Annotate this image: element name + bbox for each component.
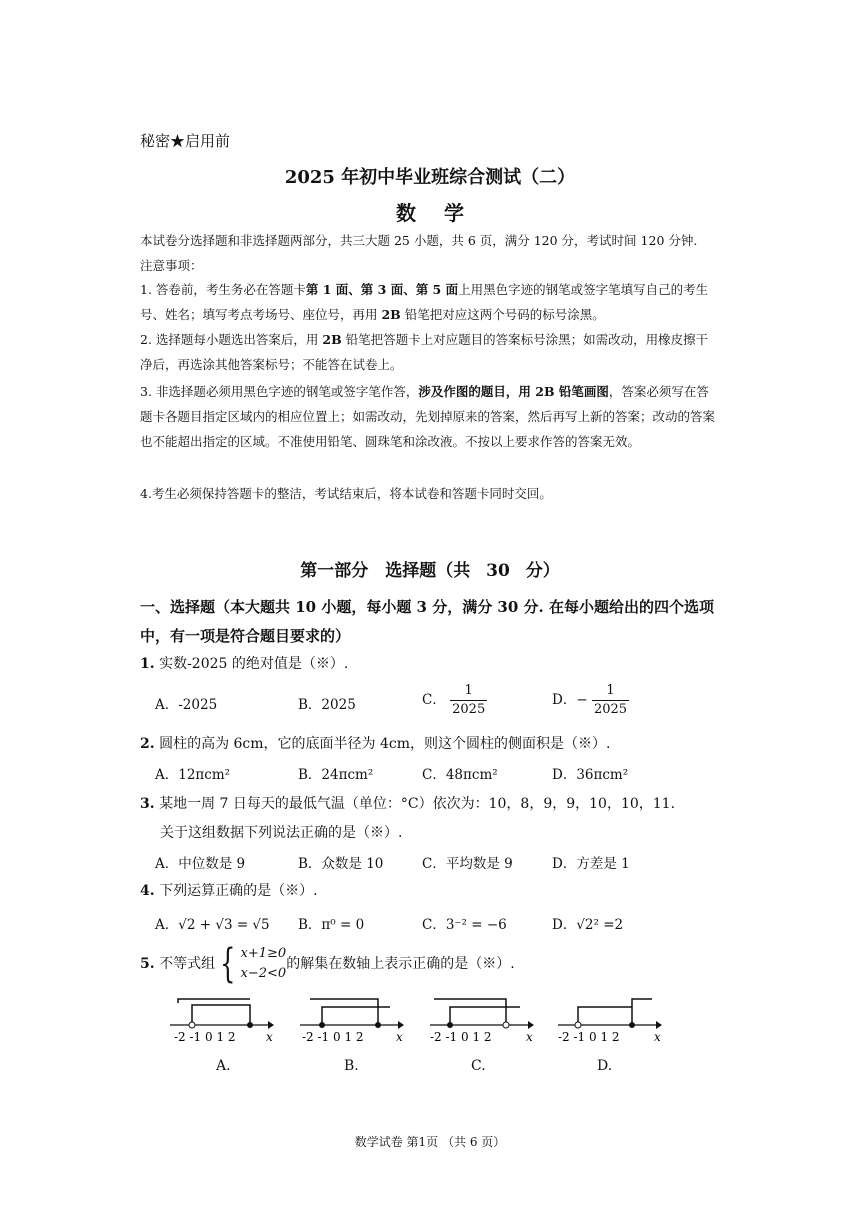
q5-label-c: C. [471, 1058, 486, 1074]
system-brace: { [220, 941, 236, 987]
q4-c-expression: 3⁻² = −6 [445, 917, 507, 933]
q5-label-a: A. [216, 1058, 231, 1074]
q1-option-a: A．-2025 [155, 697, 218, 713]
q3-option-b: B．众数是 10 [298, 856, 384, 872]
inequality-system: x+1≥0 x−2<0 [240, 946, 287, 981]
intro-line: 本试卷分选择题和非选择题两部分，共三大题 25 小题，共 6 页，满分 120 分，考试时间 120 分钟. [140, 233, 698, 248]
number-line-d [548, 995, 688, 1045]
number-line-b [290, 995, 430, 1045]
svg-text:-2 -1 0 1 2: -2 -1 0 1 2 [174, 1030, 236, 1044]
part-title: 第一部分 选择题（共 30 分） [300, 561, 560, 581]
number-line-c [420, 995, 560, 1045]
svg-text:x: x [266, 1030, 273, 1044]
exam-title: 2025 年初中毕业班综合测试（二） [284, 167, 576, 188]
q3-option-d: D．方差是 1 [552, 856, 630, 872]
q2-option-b: B．24πcm² [298, 767, 374, 783]
svg-text:-2 -1 0 1 2: -2 -1 0 1 2 [302, 1030, 364, 1044]
q4-d-expression: √2² =2 [576, 917, 624, 933]
q4-option-a: A．√2 + √3 = √5 [155, 917, 270, 933]
svg-text:x: x [526, 1030, 533, 1044]
page-footer: 数学试卷 第1页 （共 6 页） [354, 1135, 506, 1149]
q2-option-c: C．48πcm² [422, 767, 498, 783]
svg-text:x: x [396, 1030, 403, 1044]
notice-1: 1. 答卷前，考生务必在答题卡第 1 面、第 3 面、第 5 面上用黑色字迹的钢笔或签字笔填写自己的考生号、姓名；填写考点考场号、座位号，再用 2B 铅笔把对应这两个号码的标号涂黑。 [140, 282, 709, 322]
notice-2: 2. 选择题每小题选出答案后，用 2B 铅笔把答题卡上对应题目的答案标号涂黑；如需改动，用橡皮擦干净后，再选涂其他答案标号；不能答在试卷上。 [140, 332, 709, 372]
notice-heading: 注意事项： [140, 258, 203, 273]
section-heading: 一、选择题（本大题共 10 小题，每小题 3 分，满分 30 分. 在每小题给出的四个选项中，有一项是符合题目要求的） [140, 598, 714, 645]
q5-label-b: B. [344, 1058, 359, 1074]
q4-a-expression: √2 + √3 = √5 [178, 917, 270, 933]
q2-option-a: A．12πcm² [155, 767, 231, 783]
q4-option-c: C．3⁻² = −6 [422, 917, 507, 933]
confidential-label: 秘密★启用前 [140, 132, 231, 150]
number-line-a [160, 995, 300, 1045]
q1-option-b: B．2025 [298, 697, 356, 713]
notice-4: 4.考生必须保持答题卡的整洁，考试结束后，将本试卷和答题卡同时交回。 [140, 486, 552, 501]
notice-3: 3. 非选择题必须用黑色字迹的钢笔或签字笔作答，涉及作图的题目，用 2B 铅笔画图，答案必须写在答题卡各题目指定区域内的相应位置上；如需改动，先划掉原来的答案，然后再写上新的答案；改动的答案也不能超出指定的区域。不准使用铅笔、圆珠笔和涂改液。不按以上要求作答的答案无效。 [140, 384, 716, 449]
question-3-line2: 关于这组数据下列说法正确的是（※）. [160, 825, 403, 841]
exam-subject: 数学 [396, 201, 492, 225]
q3-option-c: C．平均数是 9 [422, 856, 513, 872]
svg-text:-2 -1 0 1 2: -2 -1 0 1 2 [558, 1030, 620, 1044]
q3-option-a: A．中位数是 9 [155, 856, 246, 872]
svg-text:-2 -1 0 1 2: -2 -1 0 1 2 [430, 1030, 492, 1044]
q5-label-d: D. [597, 1058, 613, 1074]
q4-option-b: B．π⁰ = 0 [298, 917, 365, 933]
question-4: 4. 下列运算正确的是（※）. [140, 883, 318, 899]
question-3: 3. 某地一周 7 日每天的最低气温（单位：°C）依次为：10，8，9，9，10，10，11. [140, 796, 676, 812]
question-2: 2. 圆柱的高为 6cm，它的底面半径为 4cm，则这个圆柱的侧面积是（※）. [140, 736, 611, 752]
question-1: 1. 实数-2025 的绝对值是（※）. [140, 656, 349, 672]
question-5: 5. 不等式组 { x+1≥0 x−2<0 的解集在数轴上表示正确的是（※）. [140, 941, 515, 987]
svg-text:x: x [654, 1030, 661, 1044]
q1-option-d: D．− $\frac{1}{2025}$ [552, 683, 628, 717]
q4-option-d: D．√2² =2 [552, 917, 624, 933]
q2-option-d: D．36πcm² [552, 767, 629, 783]
q1-option-c: C． $\frac{1}{2025}$ [422, 683, 486, 717]
q4-b-expression: π⁰ = 0 [321, 917, 365, 933]
